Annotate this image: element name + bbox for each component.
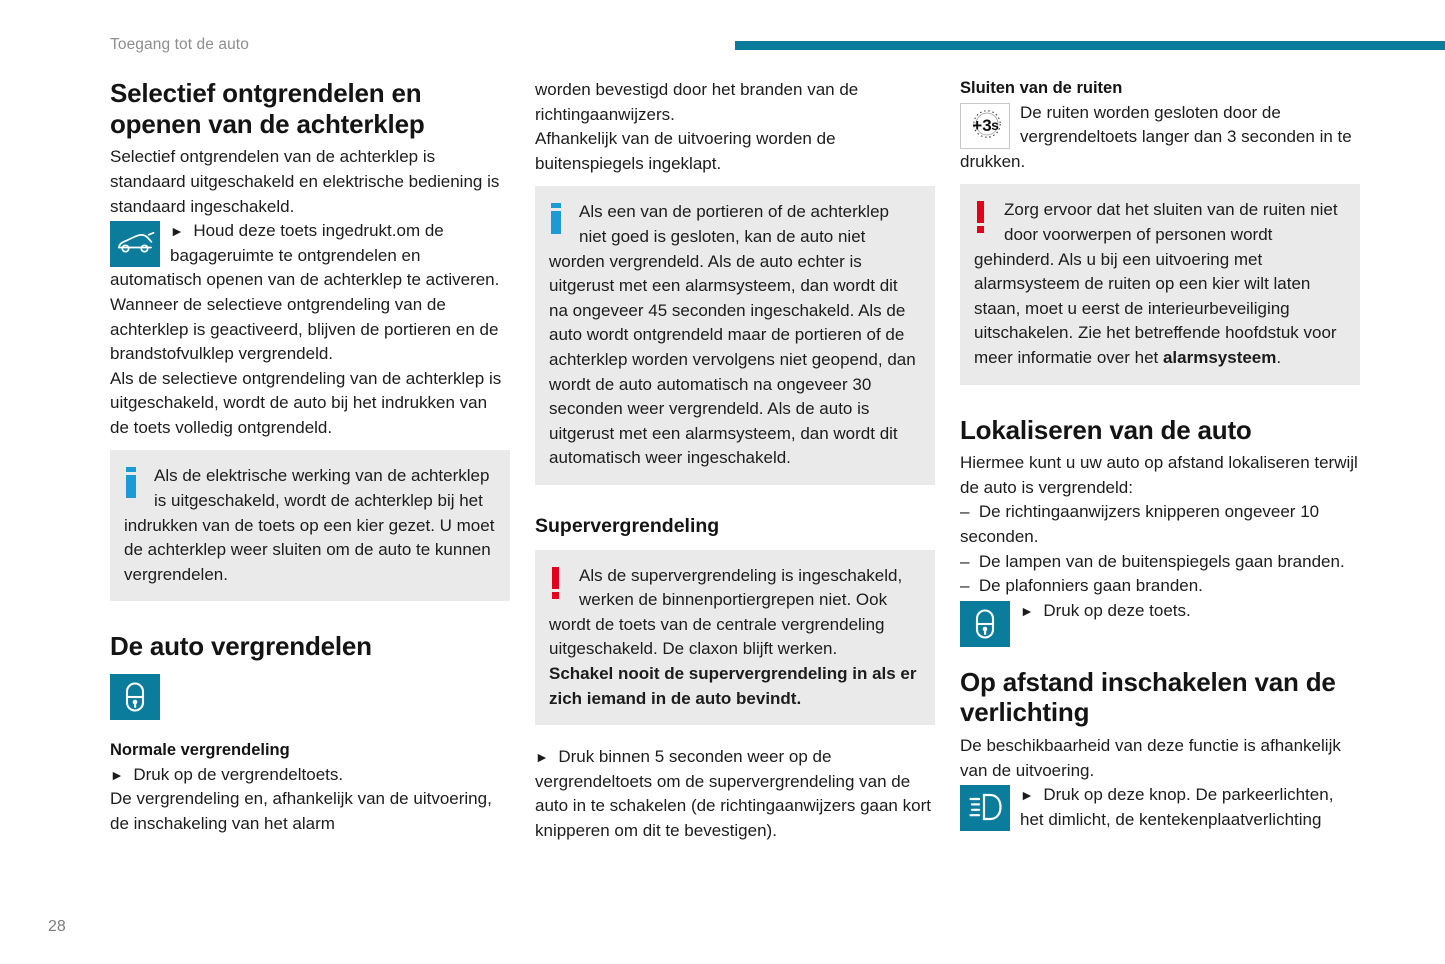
instruction-text-verlichting: ► Druk op deze knop. De parkeerlichten, het dimlicht, de kentekenplaatverlichting [1020,785,1334,829]
note-text-achterklep: Als de elektrische werking van de achterklep is uitgeschakeld, wordt de achterklep bij het indrukken van de toets op een kier gezet. U moet de achterklep weer sluiten om de auto te kunnen vergrendelen. [124,466,495,584]
car-tailgate-icon [110,221,160,267]
paragraph-selectief-2: Wanneer de selectieve ontgrendeling van de achterklep is geactiveerd, blijven de portieren en de brandstofvulklep vergrendeld. [110,294,499,364]
subheading-normale-vergrendeling: Normale vergrendeling [110,741,290,760]
icon-instruction-verlichting [960,783,1360,832]
note-box-info-achterklep [110,450,510,601]
info-icon [549,203,579,234]
note-box-warning-ruiten [960,184,1360,384]
section-heading-selectief: Selectief ontgrendelen en openen van de achterklep [110,78,425,139]
arrow-bullet-icon: ► [535,749,549,766]
svg-text:+3: +3 [972,115,992,135]
paragraph-verlichting-intro: De beschikbaarheid van deze functie is afhankelijk van de uitvoering. [960,736,1341,780]
section-heading-lokaliseren: Lokaliseren van de auto [960,414,1252,445]
arrow-bullet-icon: ► [110,766,124,783]
instruction-text-ruiten: De ruiten worden gesloten door de vergrendeltoets langer dan 3 seconden in te drukken. [960,102,1352,171]
warning-icon [549,567,579,599]
bullet-druk-vergrendeltoets: ► Druk op de vergrendeltoets. [110,764,344,784]
dash-item-buitenspiegels: – De lampen van de buitenspiegels gaan branden. [960,551,1345,571]
lock-closed-icon [110,674,160,720]
section-heading-verlichting: Op afstand inschakelen van de verlichting [960,666,1336,728]
icon-instruction-ruiten [960,101,1360,175]
column-2 [535,78,935,844]
paragraph-selectief-3: Als de selectieve ontgrendeling van de achterklep is uitgeschakeld, wordt de auto bij het indrukken van de toets volledig ontgrendeld. [110,368,502,437]
section-heading-vergrendelen: De auto vergrendelen [110,631,372,662]
icon-instruction-lokaliseren [960,599,1360,647]
heading-supervergrendeling: Supervergrendeling [535,514,720,537]
paragraph-selectief-intro: Selectief ontgrendelen van de achterklep is standaard uitgeschakeld en elektrische bediening is standaard ingeschakeld. [110,147,500,216]
lock-closed-icon [960,601,1010,647]
note-text-supervergrendeling: Als de supervergrendeling is ingeschakeld, werken de binnenportiergrepen niet. Ook wordt de toets van de centrale vergrendeling uitgeschakeld. De claxon blijft werken. [549,565,903,659]
note-text-ruiten: Zorg ervoor dat het sluiten van de ruiten niet door voorwerpen of personen wordt gehinderd. Als u bij een uitvoering met alarmsysteem de ruiten op een kier wilt laten staan, moet u eerst de interieurbeveiliging uitschakelen. Zie het betreffende hoofdstuk voor meer informatie over het alarmsysteem. [974,200,1338,367]
page-header [0,0,1445,64]
icon-instruction-tailgate [110,219,510,293]
arrow-bullet-icon: ► [1020,602,1034,619]
note-text-supervergrendeling-bold: Schakel nooit de supervergrendeling in als er zich iemand in de auto bevindt. [549,664,917,708]
note-bold-alarmsysteem: alarmsysteem [1162,347,1277,367]
plus-3s-icon [960,103,1010,149]
column-3 [960,78,1360,833]
page-number: 28 [48,918,66,935]
paragraph-col2-continuation: worden bevestigd door het branden van de richtingaanwijzers. [535,80,859,124]
dash-item-plafonniers: – De plafonniers gaan branden. [960,576,1203,596]
info-icon [124,467,154,498]
header-accent-rule [735,41,1445,50]
chapter-title: Toegang tot de auto [110,36,249,53]
paragraph-vergrendeling-alarm: De vergrendeling en, afhankelijk van de uitvoering, de inschakeling van het alarm [110,789,492,833]
paragraph-lokaliseren-intro: Hiermee kunt u uw auto op afstand lokaliseren terwijl de auto is vergrendeld: [960,453,1358,497]
instruction-text-lokaliseren: ► Druk op deze toets. [1020,600,1191,620]
note-box-info-portieren [535,186,935,485]
subheading-sluiten-ruiten: Sluiten van de ruiten [960,79,1123,97]
note-box-warning-supervergrendeling [535,550,935,726]
headlight-icon [960,785,1010,831]
instruction-text-tailgate: ► Houd deze toets ingedrukt.om de bagageruimte te ontgrendelen en automatisch openen van de achterklep te activeren. [110,221,500,290]
arrow-bullet-icon: ► [170,223,184,240]
arrow-bullet-icon: ► [1020,787,1034,804]
bullet-supervergrendeling-inschakelen: ► Druk binnen 5 seconden weer op de vergrendeltoets om de supervergrendeling van de auto in te schakelen (de richtingaanwijzers gaan kort knipperen om dit te bevestigen). [535,747,931,841]
note-text-portieren: Als een van de portieren of de achterklep niet goed is gesloten, kan de auto niet worden vergrendeld. Als de auto echter is uitgerust met een alarmsysteem, dan wordt dit na ongeveer 45 seconden ingeschakeld. Als de auto wordt ontgrendeld maar de portieren of de achterklep worden vervolgens niet geopend, dan wordt de auto automatisch na ongeveer 30 seconden weer vergrendeld. Als de auto is uitgerust met een alarmsysteem, dan wordt dit automatisch weer ingeschakeld. [549,202,916,468]
dash-item-richtingaanwijzers: – De richtingaanwijzers knipperen ongeveer 10 seconden. [960,502,1320,547]
svg-text:s: s [991,116,999,133]
column-1 [110,78,510,837]
paragraph-col2-buitenspiegels: Afhankelijk van de uitvoering worden de buitenspiegels ingeklapt. [535,129,836,173]
warning-icon [974,201,1004,233]
